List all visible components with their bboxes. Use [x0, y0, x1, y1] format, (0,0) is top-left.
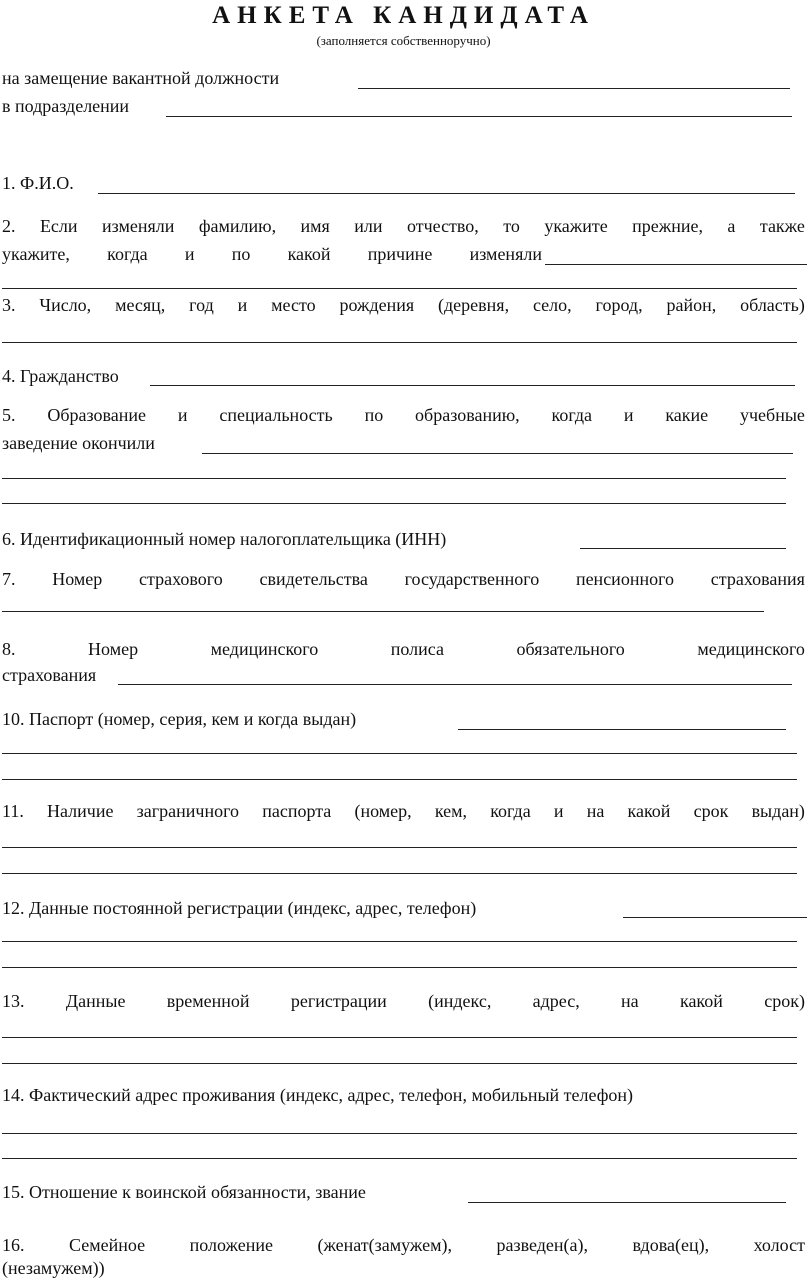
label-word: 16.: [2, 1235, 25, 1255]
q7-field[interactable]: [2, 611, 764, 612]
label-word: пенсионного: [575, 569, 675, 589]
q5-field-1[interactable]: [202, 453, 793, 454]
position-label: на замещение вакантной должности: [2, 68, 280, 88]
label-word: какой: [627, 801, 671, 821]
q2-field-2[interactable]: [2, 288, 797, 289]
q2-label-line1: [2, 215, 805, 237]
q4-label: 4. Гражданство: [2, 366, 119, 386]
label-word: и: [553, 801, 564, 821]
label-word: Семейное: [69, 1235, 146, 1255]
label-word: какой: [287, 244, 331, 264]
label-word: Число,: [39, 295, 92, 315]
label-word: заграничного: [136, 801, 240, 821]
label-word: также: [759, 216, 805, 236]
label-word: город,: [595, 295, 643, 315]
label-word: область): [740, 295, 805, 315]
label-word: паспорта: [262, 801, 332, 821]
q16-label-line1: [2, 1234, 805, 1256]
q8-label-line1: [2, 638, 805, 660]
q3-field[interactable]: [2, 342, 797, 343]
q1-field[interactable]: [98, 193, 795, 194]
label-word: страхования: [710, 569, 805, 589]
q2-label-line2: [2, 243, 542, 265]
label-word: холост: [753, 1235, 805, 1255]
label-word: медицинского: [697, 639, 805, 659]
q12-field-2[interactable]: [2, 941, 797, 942]
q12-field-3[interactable]: [2, 967, 797, 968]
label-word: район,: [666, 295, 717, 315]
label-word: (деревня,: [438, 295, 510, 315]
label-word: 8.: [2, 639, 16, 659]
label-word: и: [237, 295, 248, 315]
label-word: Номер: [52, 569, 103, 589]
label-word: обязательного: [516, 639, 625, 659]
label-word: (номер,: [354, 801, 412, 821]
q6-field[interactable]: [580, 548, 786, 549]
label-word: а: [727, 216, 736, 236]
label-word: на: [586, 801, 605, 821]
label-word: медицинского: [210, 639, 319, 659]
label-word: (индекс,: [428, 991, 492, 1011]
label-word: (женат(замужем),: [317, 1235, 452, 1255]
label-word: изменяли: [469, 244, 542, 264]
label-word: срок: [693, 801, 729, 821]
q8-label-line2: страхования: [2, 665, 97, 685]
q11-field-1[interactable]: [2, 847, 797, 848]
label-word: укажите,: [2, 244, 70, 264]
q11-field-2[interactable]: [2, 873, 797, 874]
label-word: изменяли: [101, 216, 175, 236]
q5-field-3[interactable]: [2, 503, 786, 504]
q14-label: 14. Фактический адрес проживания (индекс, адрес, телефон, мобильный телефон): [2, 1085, 634, 1105]
label-word: государственного: [404, 569, 540, 589]
q15-field[interactable]: [468, 1202, 786, 1203]
label-word: 5.: [2, 405, 16, 425]
label-word: имя: [300, 216, 330, 236]
label-word: срок): [764, 991, 805, 1011]
form-title: АНКЕТА КАНДИДАТА: [212, 2, 595, 29]
label-word: или: [354, 216, 383, 236]
label-word: когда: [107, 244, 148, 264]
label-word: кем,: [434, 801, 468, 821]
label-word: регистрации: [290, 991, 387, 1011]
label-word: вдова(ец),: [632, 1235, 710, 1255]
label-word: свидетельства: [259, 569, 368, 589]
q14-field-2[interactable]: [2, 1158, 797, 1159]
q6-label: 6. Идентификационный номер налогоплательщика (ИНН): [2, 529, 447, 549]
q5-label-line1: [2, 404, 805, 426]
q8-field[interactable]: [118, 684, 792, 685]
label-word: фамилию,: [198, 216, 277, 236]
label-word: адрес,: [532, 991, 580, 1011]
q13-label: [2, 990, 805, 1012]
label-word: Образование: [47, 405, 147, 425]
label-word: место: [271, 295, 316, 315]
position-field[interactable]: [358, 88, 790, 89]
q5-label-line2: заведение окончили: [2, 433, 155, 453]
label-word: отчество,: [406, 216, 479, 236]
label-word: когда: [551, 405, 592, 425]
label-word: 3.: [2, 295, 16, 315]
label-word: учебные: [740, 405, 805, 425]
label-word: образованию,: [415, 405, 520, 425]
q5-field-2[interactable]: [2, 478, 786, 479]
label-word: 13.: [2, 991, 25, 1011]
q12-field-1[interactable]: [623, 917, 807, 918]
label-word: укажите: [544, 216, 608, 236]
label-word: на: [621, 991, 639, 1011]
label-word: полиса: [390, 639, 444, 659]
label-word: разведен(а),: [496, 1235, 588, 1255]
label-word: страхового: [139, 569, 223, 589]
label-word: по: [231, 244, 251, 264]
label-word: Данные: [65, 991, 126, 1011]
q14-field-1[interactable]: [2, 1133, 797, 1134]
label-word: прежние,: [632, 216, 703, 236]
q10-field-3[interactable]: [2, 779, 797, 780]
q2-field-1[interactable]: [545, 264, 807, 265]
label-word: год: [189, 295, 214, 315]
label-word: 7.: [2, 569, 16, 589]
q10-label: 10. Паспорт (номер, серия, кем и когда выдан): [2, 709, 357, 729]
q15-label: 15. Отношение к воинской обязанности, звание: [2, 1182, 366, 1202]
form-subtitle: (заполняется собственноручно): [316, 33, 491, 48]
department-label: в подразделении: [2, 96, 130, 116]
label-word: рождения: [339, 295, 415, 315]
q13-field-1[interactable]: [2, 1037, 797, 1038]
q10-field-1[interactable]: [458, 729, 786, 730]
label-word: и: [177, 405, 188, 425]
label-word: село,: [532, 295, 572, 315]
label-word: 11.: [2, 801, 24, 821]
q11-label: [2, 800, 805, 822]
label-word: какой: [679, 991, 723, 1011]
q7-label: [2, 568, 805, 590]
q10-field-2[interactable]: [2, 753, 797, 754]
label-word: и: [184, 244, 195, 264]
q4-field[interactable]: [150, 385, 795, 386]
label-word: когда: [490, 801, 531, 821]
q3-label: [2, 294, 805, 316]
q12-label: 12. Данные постоянной регистрации (индекс, адрес, телефон): [2, 898, 477, 918]
label-word: специальность: [219, 405, 333, 425]
q1-label: 1. Ф.И.О.: [2, 173, 74, 193]
label-word: по: [364, 405, 384, 425]
label-word: какие: [665, 405, 709, 425]
label-word: выдан): [751, 801, 805, 821]
label-word: и: [623, 405, 634, 425]
label-word: причине: [367, 244, 433, 264]
label-word: 2.: [2, 216, 16, 236]
q16-label-line2: (незамужем)): [2, 1258, 105, 1278]
label-word: положение: [189, 1235, 273, 1255]
department-field[interactable]: [166, 116, 792, 117]
label-word: временной: [166, 991, 250, 1011]
label-word: Номер: [88, 639, 139, 659]
label-word: месяц,: [115, 295, 166, 315]
label-word: Наличие: [47, 801, 114, 821]
label-word: то: [503, 216, 520, 236]
q13-field-2[interactable]: [2, 1063, 797, 1064]
label-word: Если: [39, 216, 78, 236]
